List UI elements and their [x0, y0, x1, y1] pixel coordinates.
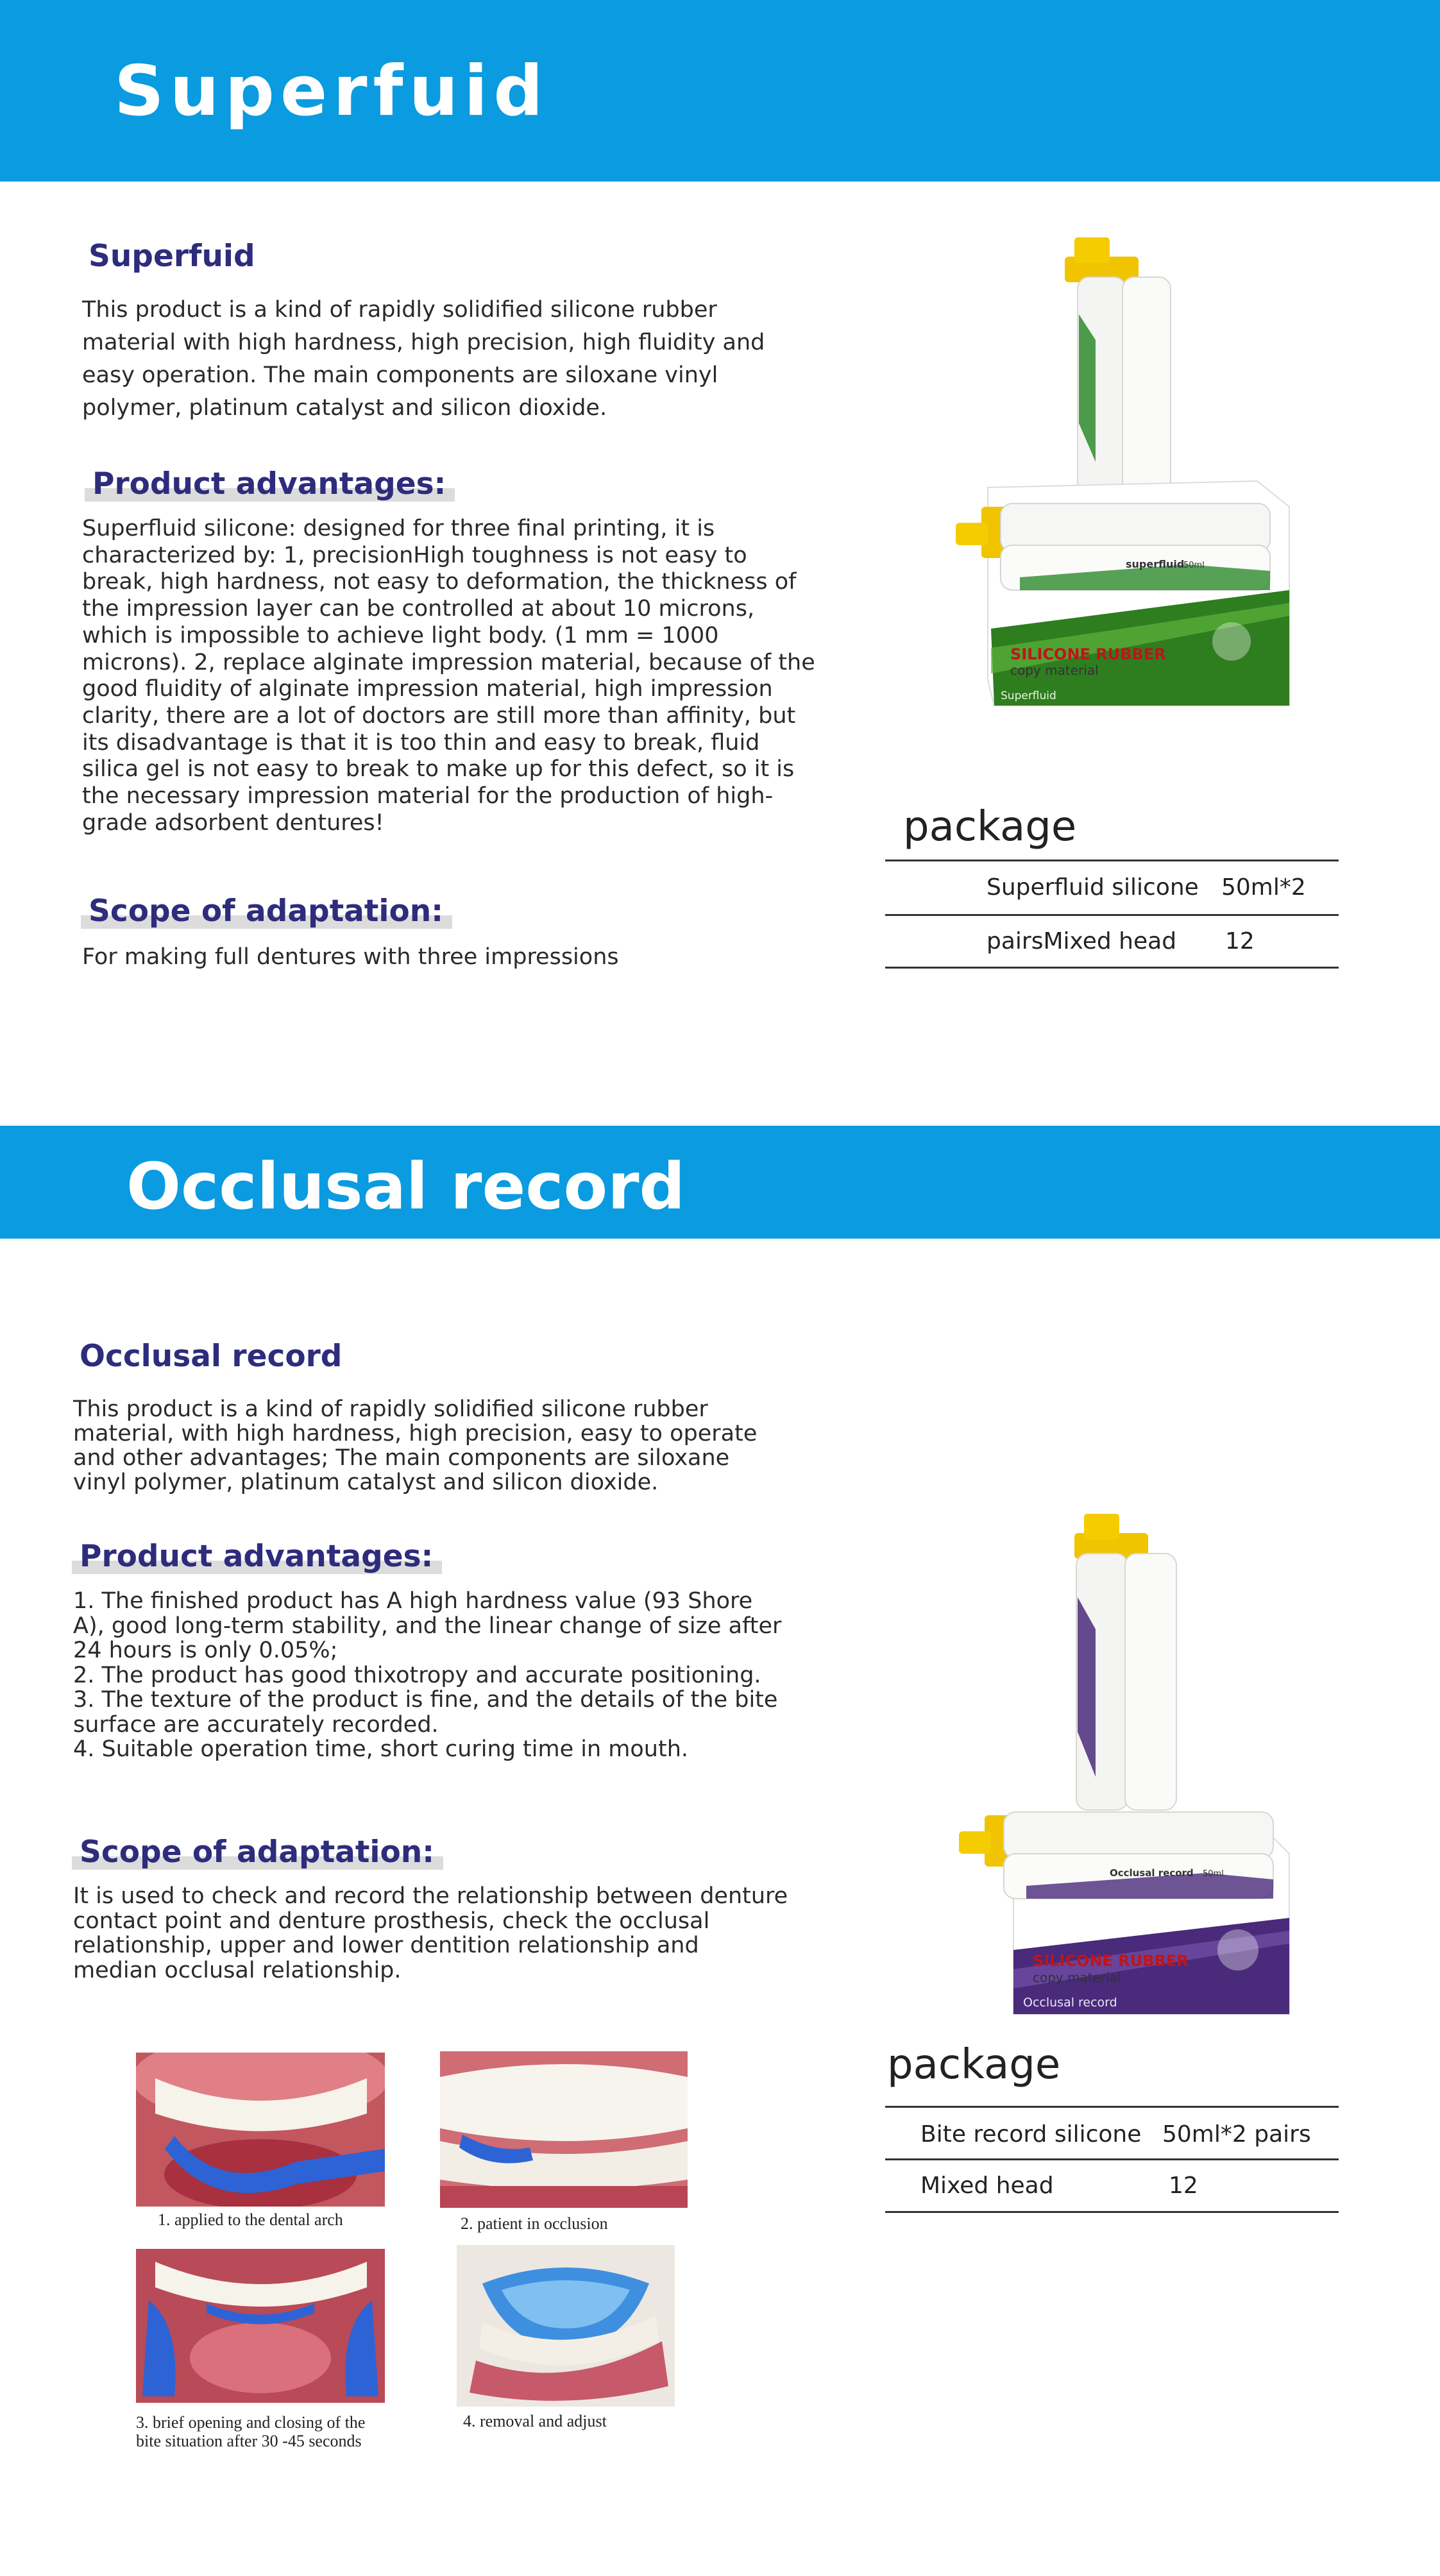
cartridge-label: Occlusal record: [1110, 1867, 1194, 1879]
advantages-heading: Product advantages:: [85, 466, 455, 502]
scope-text: For making full dentures with three impressions: [82, 944, 619, 970]
package-title: package: [887, 2041, 1061, 2089]
package-row-2-value: 12: [1225, 928, 1255, 954]
box-sublabel: copy material: [1010, 663, 1099, 678]
clinical-photo-1: [136, 2053, 385, 2207]
package-row-2-name: pairsMixed head: [987, 928, 1177, 954]
product-description: This product is a kind of rapidly solidified silicone rubber material, with high hardness, high precision, easy to operate and other advantages; The main components are siloxane vinyl polymer, platinum catalyst and silicon dioxide.: [73, 1396, 758, 1495]
clinical-photo-4: [457, 2245, 675, 2407]
package-row-2-name: Mixed head: [920, 2173, 1054, 2199]
advantage-item: 4. Suitable operation time, short curing time in mouth.: [73, 1736, 688, 1762]
cartridge-label: superfluid: [1126, 558, 1185, 570]
photo-caption: 3. brief opening and closing of the bite situation after 30 -45 seconds: [136, 2413, 366, 2450]
package-row-2-value: 12: [1169, 2173, 1198, 2199]
package-row-1-name: Bite record silicone: [920, 2121, 1142, 2148]
photo-caption: 4. removal and adjust: [463, 2412, 607, 2430]
advantages-text: Superfluid silicone: designed for three final printing, it is characterized by: 1, precisionHigh toughness is not easy to break, high hardness, not easy to deformation, the thickness of the impression layer can be controlled at about 10 microns, which is impossible to achieve light body. (1 mm = 1000 microns). 2, replace alginate impression material, because of the good fluidity of alginate impression material, high impression clarity, there are a lot of doctors are still more than affinity, but its disadvantage is that it is too thin and easy to break, fluid silica gel is not easy to break to make up for this defect, so it is the necessary impression material for the production of high-grade adsorbent dentures!: [82, 516, 815, 836]
box-sublabel: copy material: [1033, 1970, 1121, 1985]
table-rule: [885, 967, 1339, 969]
package-row-1-value: 50ml*2 pairs: [1162, 2121, 1311, 2148]
banner-title: Superfuid: [114, 51, 549, 131]
table-rule: [885, 914, 1339, 916]
clinical-photo-2: [440, 2051, 688, 2208]
product-description: This product is a kind of rapidly solidified silicone rubber material with high hardness, high precision, high fluidity and easy operation. The main components are siloxane vinyl polymer, platinum catalyst and silicon dioxide.: [82, 297, 765, 421]
occlusal-banner: [0, 1126, 1440, 1239]
product-image: [930, 231, 1302, 718]
scope-heading: Scope of adaptation:: [72, 1835, 443, 1870]
table-rule: [885, 2106, 1339, 2108]
photo-caption: 1. applied to the dental arch: [158, 2210, 343, 2229]
package-row-1-name: Superfluid silicone: [987, 874, 1199, 901]
product-image: [936, 1507, 1296, 2021]
banner-title: Occlusal record: [126, 1149, 686, 1224]
box-label: SILICONE RUBBER: [1033, 1952, 1189, 1970]
section-title: Occlusal record: [80, 1339, 343, 1374]
package-title: package: [903, 803, 1077, 851]
table-rule: [885, 2211, 1339, 2213]
superfuid-banner: [0, 0, 1440, 182]
section-title: Superfuid: [89, 239, 255, 274]
box-product-name: Superfluid: [1001, 690, 1056, 702]
cartridge-volume: 50ml: [1183, 561, 1205, 570]
table-rule: [885, 2158, 1339, 2160]
cartridge-volume: 50ml: [1203, 1869, 1224, 1879]
table-rule: [885, 860, 1339, 861]
advantage-item: 1. The finished product has A high hardness value (93 Shore A), good long-term stability, and the linear change of size after 24 hours is only 0.05%;: [73, 1588, 782, 1663]
photo-caption: 2. patient in occlusion: [461, 2214, 608, 2233]
package-row-1-value: 50ml*2: [1221, 874, 1306, 901]
scope-text: It is used to check and record the relationship between denture contact point and denture prosthesis, check the occlusal relationship, upper and lower dentition relationship and median occlusal relationship.: [73, 1883, 788, 1983]
advantages-heading: Product advantages:: [72, 1539, 442, 1574]
scope-heading: Scope of adaptation:: [81, 894, 452, 929]
advantage-item: 3. The texture of the product is fine, and the details of the bite surface are accurately recorded.: [73, 1687, 778, 1738]
clinical-photo-3: [136, 2249, 385, 2403]
advantages-list: [73, 1589, 788, 1762]
box-label: SILICONE RUBBER: [1010, 645, 1166, 663]
box-product-name: Occlusal record: [1023, 1996, 1117, 2010]
advantage-item: 2. The product has good thixotropy and accurate positioning.: [73, 1662, 761, 1688]
